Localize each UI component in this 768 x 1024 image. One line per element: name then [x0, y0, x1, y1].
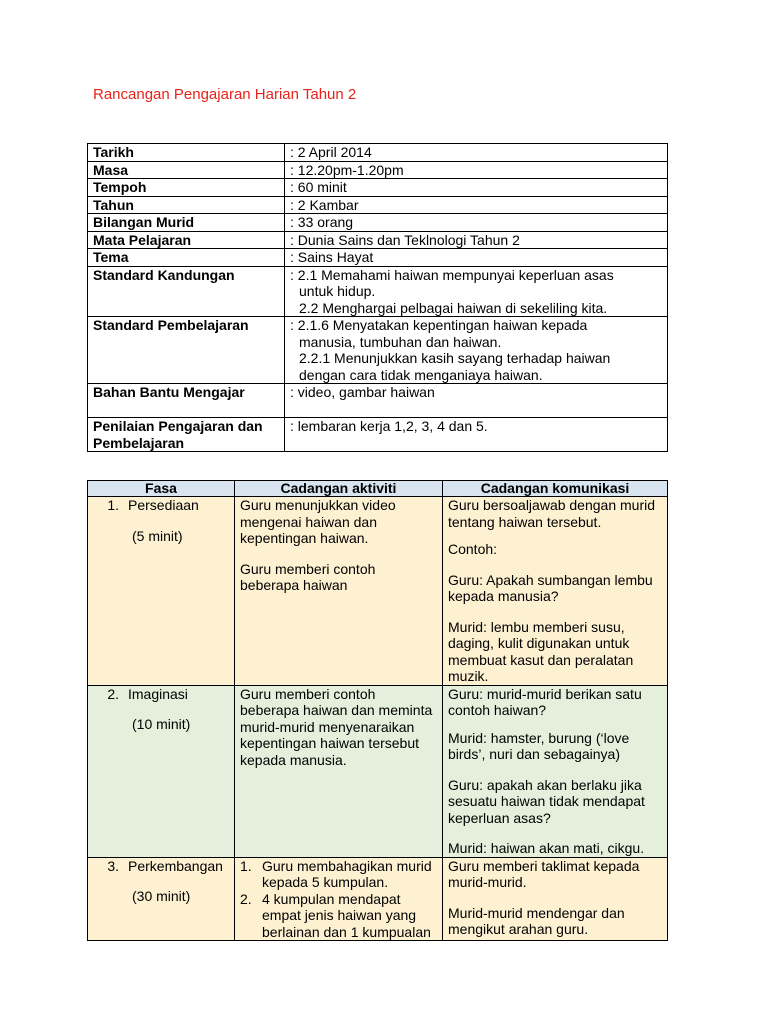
info-row	[88, 266, 668, 317]
fasa-duration: (5 minit)	[132, 527, 183, 544]
aktiviti-steps	[240, 858, 437, 941]
info-label: Bilangan Murid	[88, 214, 285, 232]
komunikasi-text: Guru bersoaljawab dengan murid tentang haiwan tersebut.	[448, 497, 656, 530]
header-fasa: Fasa	[88, 481, 235, 497]
fasa-duration: (30 minit)	[132, 888, 191, 904]
fasa-name: Imaginasi	[128, 685, 188, 702]
info-row	[88, 144, 668, 162]
info-label: Penilaian Pengajaran dan Pembelajaran	[88, 418, 285, 452]
info-value: : Sains Hayat	[285, 249, 668, 267]
info-row	[88, 418, 668, 452]
info-value	[285, 317, 668, 384]
info-row	[88, 214, 668, 232]
info-row	[88, 317, 668, 384]
aktiviti-cell	[235, 685, 443, 857]
info-value: : 33 orang	[285, 214, 668, 232]
fasa-cell	[88, 685, 235, 857]
komunikasi-text: Murid-murid mendengar dan mengikut arahan guru.	[448, 904, 625, 937]
info-value: : lembaran kerja 1,2, 3, 4 dan 5.	[285, 418, 668, 452]
komunikasi-text: Murid: hamster, burung (‘love birds’, nuri dan sebagainya)	[448, 729, 630, 762]
list-item	[240, 858, 437, 891]
info-row	[88, 161, 668, 179]
info-value: : video, gambar haiwan	[285, 384, 668, 418]
komunikasi-text: Contoh:	[448, 541, 498, 557]
info-label: Standard Pembelajaran	[88, 317, 285, 384]
info-label: Bahan Bantu Mengajar	[88, 384, 285, 418]
info-label: Tahun	[88, 196, 285, 214]
komunikasi-text: Guru: Apakah sumbangan lembu kepada manusia?	[448, 571, 653, 604]
fasa-number: 1.	[107, 497, 119, 513]
fasa-cell	[88, 497, 235, 686]
activity-table	[87, 480, 668, 941]
table-row	[88, 685, 668, 857]
value-line: manusia, tumbuhan dan haiwan.	[299, 333, 502, 350]
info-row	[88, 196, 668, 214]
aktiviti-text: Guru memberi contoh beberapa haiwan	[240, 560, 376, 593]
info-row	[88, 231, 668, 249]
komunikasi-text: Guru: murid-murid berikan satu contoh haiwan?	[448, 685, 642, 718]
info-label: Tarikh	[88, 144, 285, 162]
fasa-name: Perkembangan	[128, 857, 223, 874]
lesson-info-table	[87, 143, 668, 452]
value-line: dengan cara tidak menganiaya haiwan.	[299, 366, 543, 383]
aktiviti-text: Guru memberi contoh beberapa haiwan dan meminta murid-murid menyenaraikan kepentingan haiwan tersebut kepada manusia.	[240, 685, 433, 768]
info-value: : 60 minit	[285, 179, 668, 197]
info-value: : 2 Kambar	[285, 196, 668, 214]
aktiviti-cell	[235, 497, 443, 686]
fasa-number: 2.	[107, 685, 119, 702]
table-row	[88, 857, 668, 941]
info-value: : 2 April 2014	[285, 144, 668, 162]
komunikasi-text: Guru: apakah akan berlaku jika sesuatu haiwan tidak mendapat keperluan asas?	[448, 776, 645, 826]
fasa-name: Persediaan	[128, 497, 199, 513]
info-row	[88, 179, 668, 197]
step-number: 1.	[240, 857, 252, 874]
info-value: : 12.20pm-1.20pm	[285, 161, 668, 179]
komunikasi-cell	[443, 685, 668, 857]
info-label: Standard Kandungan	[88, 266, 285, 317]
info-label: Tema	[88, 249, 285, 267]
table-row	[88, 497, 668, 686]
aktiviti-cell	[235, 857, 443, 941]
info-row	[88, 384, 668, 418]
fasa-duration: (10 minit)	[132, 716, 191, 732]
info-label: Masa	[88, 161, 285, 179]
list-item	[240, 891, 437, 941]
value-line: 2.2.1 Menunjukkan kasih sayang terhadap haiwan	[299, 350, 611, 366]
info-row	[88, 249, 668, 267]
komunikasi-text: Murid: haiwan akan mati, cikgu.	[448, 840, 645, 856]
fasa-number: 3.	[107, 857, 119, 874]
info-value: : Dunia Sains dan Teklnologi Tahun 2	[285, 231, 668, 249]
header-aktiviti: Cadangan aktiviti	[235, 481, 443, 497]
step-number: 2.	[240, 890, 252, 907]
komunikasi-text: Murid: lembu memberi susu, daging, kulit digunakan untuk membuat kasut dan peralatan muzik.	[448, 618, 634, 684]
header-komunikasi: Cadangan komunikasi	[443, 481, 668, 497]
step-text: Guru membahagikan murid kepada 5 kumpulan.	[262, 857, 432, 890]
value-line: : 2.1.6 Menyatakan kepentingan haiwan kepada	[290, 317, 588, 333]
aktiviti-text: Guru menunjukkan video mengenai haiwan dan kepentingan haiwan.	[240, 497, 396, 546]
komunikasi-text: Guru memberi taklimat kepada murid-murid.	[448, 857, 640, 890]
document-title: Rancangan Pengajaran Harian Tahun 2	[93, 86, 357, 103]
value-line: : 2.1 Memahami haiwan mempunyai keperluan asas	[290, 266, 614, 283]
komunikasi-cell	[443, 857, 668, 941]
info-label: Mata Pelajaran	[88, 231, 285, 249]
komunikasi-cell	[443, 497, 668, 686]
value-line: untuk hidup.	[299, 283, 376, 299]
info-value	[285, 266, 668, 317]
step-text: 4 kumpulan mendapat empat jenis haiwan yang berlainan dan 1 kumpualan	[262, 890, 431, 940]
value-line: 2.2 Menghargai pelbagai haiwan di sekeliling kita.	[299, 299, 608, 316]
fasa-cell	[88, 857, 235, 941]
table-header-row	[88, 481, 668, 497]
info-label: Tempoh	[88, 179, 285, 197]
